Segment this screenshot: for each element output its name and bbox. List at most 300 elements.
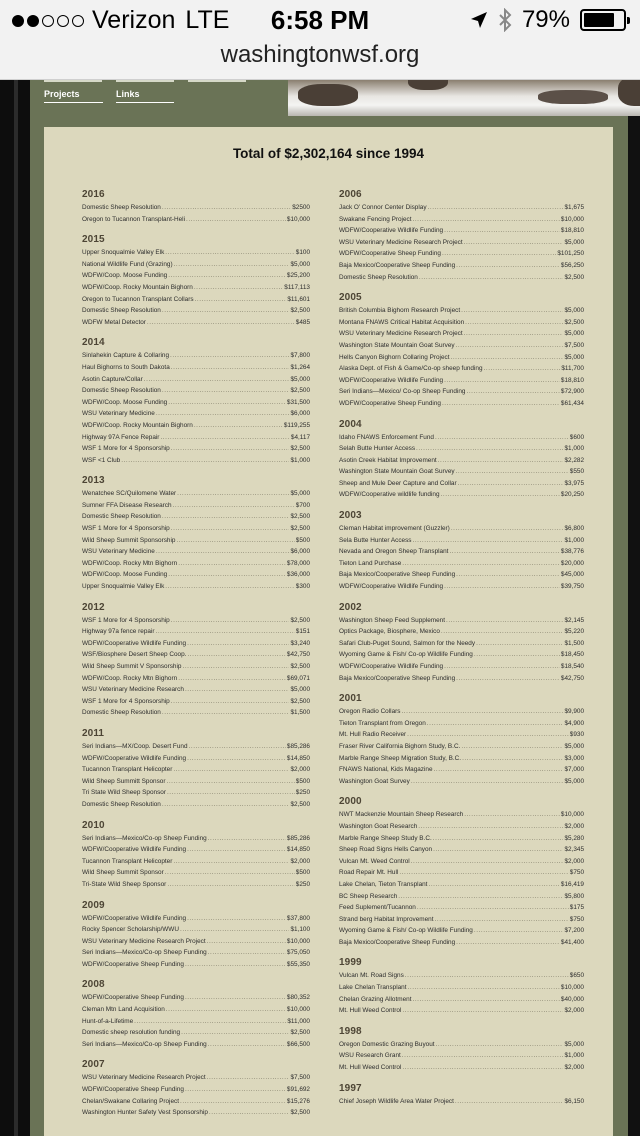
donation-entry (82, 879, 310, 891)
dot-leader (458, 478, 564, 490)
dot-leader (187, 913, 286, 925)
entry-name: Wyoming Game & Fish/ Co-op Wildlife Funding (339, 651, 473, 659)
dot-leader (187, 649, 285, 661)
entry-name: Chelan/Swakane Collaring Project (82, 1097, 179, 1105)
entry-amount: $5,000 (564, 1040, 584, 1048)
entry-name: Tri State Wild Sheep Sponsor (82, 789, 166, 797)
dot-leader (171, 443, 290, 455)
entry-name: Domestic Sheep Resolution (82, 709, 161, 717)
donation-entry (82, 741, 310, 753)
donation-entry (82, 661, 310, 673)
year-heading: 1998 (339, 1025, 362, 1037)
dot-leader (121, 455, 289, 467)
dot-leader (171, 362, 290, 374)
dot-leader (464, 809, 560, 821)
year-heading: 2001 (339, 693, 362, 705)
entry-name: WDFW/Cooperative Wildlife Funding (82, 639, 187, 647)
donation-entry (339, 398, 584, 410)
carrier-info (12, 6, 229, 35)
donation-entry (339, 237, 584, 249)
donation-entry (82, 374, 310, 386)
donation-entry (82, 1004, 310, 1016)
entry-name: Washington Goat Survey (339, 777, 410, 785)
year-heading: 2004 (339, 418, 362, 430)
donation-entry (82, 558, 310, 570)
entry-amount: $1,500 (290, 709, 310, 717)
entry-amount: $16,419 (560, 880, 584, 888)
entry-name: Swakane Fencing Project (339, 215, 412, 223)
donation-entry (339, 214, 584, 226)
entry-amount: $1,264 (290, 363, 310, 371)
entry-amount: $119,255 (283, 421, 310, 429)
donation-entry (339, 937, 584, 949)
entry-amount: $2,500 (290, 525, 310, 533)
entry-amount: $72,900 (560, 388, 584, 396)
entry-amount: $2,500 (564, 318, 584, 326)
donation-entry (339, 466, 584, 478)
nav-link-clipped[interactable] (116, 80, 174, 82)
donation-entry (339, 569, 584, 581)
entry-amount: $5,000 (564, 777, 584, 785)
donation-entry (339, 994, 584, 1006)
donation-entry (339, 272, 584, 284)
entry-name: WSU Veterinary Medicine (82, 548, 155, 556)
entry-amount: $2,000 (564, 1064, 584, 1072)
nav-link-projects[interactable]: Projects (44, 89, 103, 103)
entry-amount: $2,500 (290, 445, 310, 453)
dot-leader (168, 397, 286, 409)
donation-entry (339, 661, 584, 673)
dot-leader (456, 673, 560, 685)
donation-entry (82, 317, 310, 329)
dot-leader (189, 741, 286, 753)
donation-entry (82, 569, 310, 581)
entry-name: WDFW/Cooperative Wildlife Funding (339, 583, 444, 591)
donation-entry (339, 225, 584, 237)
donation-entry (82, 1027, 310, 1039)
donation-entry (339, 914, 584, 926)
year-block-2014 (82, 337, 310, 466)
dot-leader (428, 202, 564, 214)
entry-name: WDFW/Cooperative wildlife funding (339, 491, 440, 499)
year-heading: 1999 (339, 957, 362, 969)
header-photo (288, 80, 640, 116)
year-heading: 2009 (82, 899, 105, 911)
dot-leader (444, 375, 560, 387)
entry-amount: $7,500 (290, 1074, 310, 1082)
clock: 6:58 PM (270, 5, 370, 35)
entry-amount: $25,200 (286, 272, 310, 280)
entry-name: Wenatchee SC/Quilomene Water (82, 490, 177, 498)
dot-leader (167, 787, 295, 799)
entry-amount: $250 (295, 880, 310, 888)
dot-leader (456, 569, 560, 581)
donation-entry (339, 821, 584, 833)
donation-entry (339, 753, 584, 765)
dot-leader (173, 856, 289, 868)
entry-name: Seri Indians—Mexico/Co-op Sheep Funding (82, 949, 207, 957)
entry-name: Highway 97A Fence Repair (82, 433, 160, 441)
entry-name: Lake Chelan, Tieton Transplant (339, 880, 428, 888)
entry-name: WSU Veterinary Medicine Research Project (339, 330, 463, 338)
entry-name: Cleman Mtn Land Acquisition (82, 1006, 165, 1014)
dot-leader (412, 214, 559, 226)
dot-leader (436, 1039, 564, 1051)
entry-name: WDFW Metal Detector (82, 318, 146, 326)
entry-name: Seri Indians—MX/Coop. Desert Fund (82, 742, 188, 750)
status-bar (0, 0, 640, 40)
year-heading: 2012 (82, 601, 105, 613)
donation-entry (82, 294, 310, 306)
dot-leader (402, 1005, 563, 1017)
dot-leader (461, 305, 563, 317)
entry-amount: $85,286 (286, 742, 310, 750)
entry-amount: $69,071 (286, 674, 310, 682)
entry-name: Baja Mexico/Cooperative Sheep Funding (339, 938, 456, 946)
donation-entry (339, 970, 584, 982)
entry-name: NWT Mackenzie Mountain Sheep Research (339, 811, 464, 819)
donations-panel (44, 127, 613, 1136)
entry-amount: $10,000 (560, 984, 584, 992)
entry-amount: $300 (295, 583, 310, 591)
entry-amount: $40,000 (560, 995, 584, 1003)
entry-name: Sumner FFA Disease Research (82, 501, 172, 509)
dot-leader (456, 260, 560, 272)
entry-amount: $3,240 (290, 639, 310, 647)
entry-amount: $15,276 (286, 1097, 310, 1105)
entry-name: Wild Sheep Summit Sponsor (82, 869, 164, 877)
entry-amount: $1,000 (564, 1052, 584, 1060)
donation-entry (82, 350, 310, 362)
donation-entry (339, 867, 584, 879)
donation-entry (339, 879, 584, 891)
entry-amount: $5,000 (290, 375, 310, 383)
dot-leader (173, 764, 289, 776)
entry-name: Tieton Transplant from Oregon (339, 719, 426, 727)
dot-leader (165, 581, 294, 593)
dot-leader (194, 420, 283, 432)
entry-name: National Wildlife Fund (Grazing) (82, 260, 173, 268)
donation-entry (82, 432, 310, 444)
donation-entry (339, 809, 584, 821)
entry-name: WSF 1 More for 4 Sponsorship (82, 697, 170, 705)
entry-name: Tucannon Transplant Helicopter (82, 857, 173, 865)
donation-entry (82, 684, 310, 696)
donation-entry (82, 959, 310, 971)
dot-leader (187, 844, 286, 856)
entry-amount: $2,000 (564, 822, 584, 830)
dot-leader (162, 202, 291, 214)
dot-leader (419, 272, 564, 284)
year-heading: 2006 (339, 189, 362, 200)
donation-entry (339, 260, 584, 272)
dot-leader (474, 925, 564, 937)
dot-leader (405, 970, 569, 982)
donation-entry (82, 696, 310, 708)
entry-name: WSU Veterinary Medicine Research Project (82, 1074, 206, 1082)
dot-leader (165, 247, 294, 259)
entry-name: WSF 1 More for 4 Sponsorship (82, 445, 170, 453)
donation-entry (339, 558, 584, 570)
entry-name: Oregon to Tucannon Transplant-Heli (82, 215, 186, 223)
donation-entry (82, 202, 310, 214)
dot-leader (177, 488, 289, 500)
dot-leader (427, 718, 564, 730)
donation-entry (339, 776, 584, 788)
entry-amount: $20,000 (560, 559, 584, 567)
entry-amount: $1,100 (290, 926, 310, 934)
donation-entry (82, 1096, 310, 1108)
year-block-2008 (82, 979, 310, 1050)
entry-name: Chelan Grazing Allotment (339, 995, 412, 1003)
entry-name: Asotin Creek Habitat Improvement (339, 456, 437, 464)
year-heading: 1997 (339, 1082, 362, 1094)
dot-leader (412, 994, 559, 1006)
year-heading: 2008 (82, 979, 105, 991)
donation-entry (82, 1084, 310, 1096)
dot-leader (435, 432, 569, 444)
year-heading: 2015 (82, 234, 105, 246)
location-arrow-icon (470, 11, 488, 29)
donations-column-left (82, 189, 310, 1128)
entry-name: Hells Canyon Bighorn Collaring Project (339, 353, 450, 361)
donation-entry (82, 270, 310, 282)
donation-entry (82, 420, 310, 432)
year-block-2011 (82, 728, 310, 811)
dot-leader (180, 1096, 286, 1108)
dot-leader (411, 776, 564, 788)
dot-leader (476, 638, 563, 650)
donation-entry (339, 363, 584, 375)
entry-name: WSU Veterinary Medicine Research (82, 686, 184, 694)
dot-leader (162, 511, 290, 523)
year-block-2000 (339, 796, 584, 948)
donation-entry (82, 443, 310, 455)
dot-leader (162, 305, 290, 317)
entry-name: Tucannon Transplant Helicopter (82, 766, 173, 774)
year-heading: 2002 (339, 601, 362, 613)
entry-name: Feed Suplement/Tucannon (339, 904, 416, 912)
donation-entry (82, 753, 310, 765)
entry-amount: $6,800 (564, 525, 584, 533)
entry-name: Oregon to Tucannon Transplant Collars (82, 295, 194, 303)
donation-entry (339, 638, 584, 650)
entry-name: Nevada and Oregon Sheep Transplant (339, 548, 449, 556)
entry-name: Domestic Sheep Resolution (339, 273, 418, 281)
year-block-2003 (339, 510, 584, 593)
donation-entry (339, 1050, 584, 1062)
donation-entry (82, 546, 310, 558)
donation-entry (82, 764, 310, 776)
dot-leader (171, 696, 290, 708)
entry-name: Fraser River California Bighorn Study, B.C. (339, 742, 461, 750)
entry-amount: $4,900 (564, 719, 584, 727)
dot-leader (209, 1107, 290, 1119)
entry-amount: $750 (569, 869, 584, 877)
dot-leader (168, 569, 286, 581)
nav-link-links[interactable]: Links (116, 89, 174, 103)
dot-leader (195, 294, 287, 306)
dot-leader (435, 914, 569, 926)
entry-amount: $80,352 (286, 994, 310, 1002)
dot-leader (455, 1096, 564, 1108)
year-heading: 2005 (339, 292, 362, 304)
entry-name: Domestic Sheep Resolution (82, 307, 161, 315)
dot-leader (181, 1027, 289, 1039)
dot-leader (208, 833, 286, 845)
donation-entry (339, 581, 584, 593)
entry-name: Seri Indians—Mexico/Co-op Sheep Funding (82, 834, 207, 842)
dot-leader (165, 867, 295, 879)
donation-entry (82, 488, 310, 500)
entry-name: Oregon Domestic Grazing Buyout (339, 1040, 435, 1048)
entry-name: Washington State Mountain Goat Survey (339, 341, 455, 349)
entry-name: Domestic Sheep Resolution (82, 204, 161, 211)
entry-amount: $5,000 (564, 330, 584, 338)
dot-leader (434, 764, 564, 776)
dot-leader (187, 638, 289, 650)
entry-amount: $5,800 (564, 892, 584, 900)
donation-entry (339, 340, 584, 352)
year-heading: 2000 (339, 796, 362, 808)
bluetooth-icon (498, 8, 512, 32)
year-block-2012 (82, 602, 310, 719)
entry-amount: $2,500 (564, 273, 584, 281)
battery-percent: 79% (521, 6, 570, 33)
entry-name: Safari Club-Puget Sound, Salmon for the Needy (339, 639, 476, 647)
donation-entry (339, 455, 584, 467)
entry-name: WSF <1 Club (82, 456, 121, 464)
entry-amount: $2,282 (564, 456, 584, 464)
dot-leader (170, 350, 289, 362)
entry-amount: $500 (295, 869, 310, 877)
entry-name: WDFW/Coop. Moose Funding (82, 571, 168, 579)
entry-amount: $18,450 (560, 651, 584, 659)
entry-name: Washington Goat Research (339, 822, 418, 830)
dot-leader (187, 753, 286, 765)
entry-amount: $41,400 (560, 938, 584, 946)
entry-amount: $2,500 (290, 663, 310, 670)
donation-entry (339, 478, 584, 490)
dot-leader (176, 535, 294, 547)
dot-leader (411, 856, 564, 868)
year-block-2001 (339, 693, 584, 787)
site-header (30, 80, 628, 116)
year-block-2016 (82, 189, 310, 225)
dot-leader (180, 924, 289, 936)
donation-entry (82, 924, 310, 936)
donation-entry (339, 1039, 584, 1051)
entry-amount: $1,500 (564, 639, 584, 647)
donation-entry (82, 535, 310, 547)
entry-name: WSU Veterinary Medicine Research Project (82, 937, 206, 945)
entry-name: Washington State Mountain Goat Survey (339, 468, 455, 476)
entry-amount: $2,000 (290, 766, 310, 774)
donation-entry (339, 1062, 584, 1074)
donation-entry (82, 385, 310, 397)
entry-amount: $9,900 (564, 708, 584, 716)
year-block-2005 (339, 292, 584, 409)
donation-entry (82, 936, 310, 948)
dot-leader (401, 706, 563, 718)
donation-entry (82, 913, 310, 925)
donation-entry (82, 408, 310, 420)
entry-amount: $18,810 (560, 227, 584, 235)
entry-amount: $10,000 (286, 1006, 310, 1014)
entry-name: WDFW/Cooperative Wildlife Funding (339, 227, 444, 235)
donation-entry (339, 891, 584, 903)
year-heading: 2010 (82, 819, 105, 831)
year-heading: 2013 (82, 475, 105, 487)
entry-name: WDFW/Cooperative Wildlife Funding (82, 754, 187, 762)
dot-leader (398, 891, 563, 903)
dot-leader (178, 673, 286, 685)
donation-entry (82, 776, 310, 788)
nav-link-clipped[interactable] (188, 80, 246, 82)
dot-leader (208, 947, 286, 959)
donation-entry (82, 947, 310, 959)
year-heading: 2014 (82, 337, 105, 349)
entry-name: WDFW/Cooperative Sheep Funding (82, 1086, 184, 1094)
dot-leader (167, 879, 294, 891)
entry-amount: $2,500 (290, 513, 310, 521)
dot-leader (484, 363, 561, 375)
dot-leader (162, 385, 290, 397)
entry-amount: $1,000 (564, 536, 584, 544)
donation-entry (339, 729, 584, 741)
entry-name: Seri Indians—Mexico/ Co-op Sheep Funding (339, 388, 466, 396)
entry-name: Wild Sheep Summit V Sponsorship (82, 663, 182, 670)
donation-entry (339, 1096, 584, 1108)
entry-amount: $1,675 (564, 204, 584, 211)
entry-name: WDFW/Coop. Rocky Mountain Bighorn (82, 283, 193, 291)
url-bar[interactable] (0, 40, 640, 80)
dot-leader (408, 982, 560, 994)
entry-amount: $5,280 (564, 834, 584, 842)
entry-amount: $500 (295, 536, 310, 544)
dot-leader (438, 455, 564, 467)
donation-entry (339, 902, 584, 914)
entry-amount: $31,500 (286, 398, 310, 406)
entry-name: Vulcan Mt. Road Signs (339, 972, 404, 980)
dot-leader (444, 225, 560, 237)
donation-entry (339, 489, 584, 501)
dot-leader (433, 844, 563, 856)
year-block-1997 (339, 1083, 584, 1108)
entry-name: Marble Range Sheep Study B.C. (339, 834, 432, 842)
donation-entry (82, 638, 310, 650)
dot-leader (461, 741, 563, 753)
dot-leader (466, 386, 559, 398)
dot-leader (144, 374, 290, 386)
entry-name: WDFW/Coop. Rocky Mtn Bighorn (82, 674, 178, 682)
dot-leader (446, 615, 563, 627)
entry-name: Jack O' Connor Center Display (339, 204, 427, 211)
donation-entry (82, 455, 310, 467)
entry-name: WDFW/Coop. Rocky Mountain Bighorn (82, 421, 193, 429)
donation-entry (339, 248, 584, 260)
nav-link-clipped[interactable] (44, 80, 102, 82)
donation-entry (339, 202, 584, 214)
dot-leader (168, 270, 286, 282)
donation-entry (82, 511, 310, 523)
entry-amount: $3,000 (564, 754, 584, 762)
entry-amount: $2,000 (564, 857, 584, 865)
page-title: Total of $2,302,164 since 1994 (232, 146, 425, 161)
entry-name: Domestic Sheep Resolution (82, 513, 161, 521)
dot-leader (174, 259, 290, 271)
dot-leader (444, 581, 560, 593)
